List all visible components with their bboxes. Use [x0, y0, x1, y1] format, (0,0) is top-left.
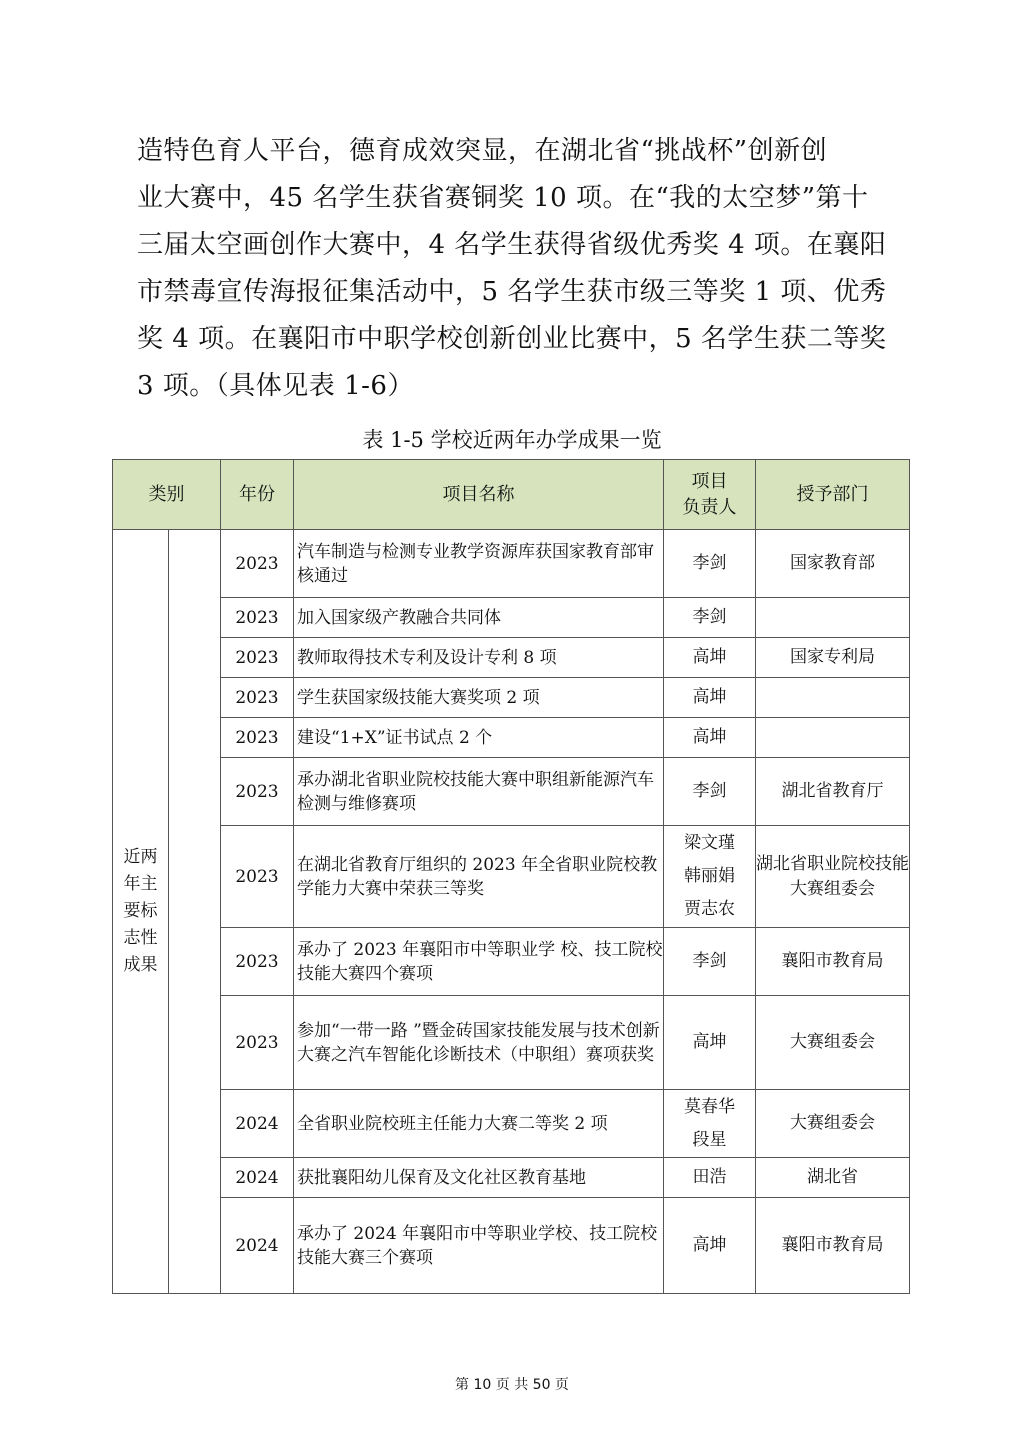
year-cell: 2023 [221, 996, 294, 1090]
department-cell: 大赛组委会 [756, 1090, 910, 1158]
category-line: 年主 [123, 874, 158, 894]
person-cell: 高坤 [664, 678, 756, 718]
body-paragraph [137, 128, 889, 410]
table-row [113, 530, 910, 598]
achievements-table [112, 459, 910, 1294]
table-caption: 表 1-5 学校近两年办学成果一览 [362, 428, 662, 452]
project-cell: 汽车制造与检测专业教学资源库获国家教育部审核通过 [294, 530, 664, 598]
year-cell: 2023 [221, 678, 294, 718]
table-row [113, 1198, 910, 1294]
category-line: 要标 [123, 901, 158, 921]
header-department: 授予部门 [756, 460, 910, 530]
project-cell: 承办了 2023 年襄阳市中等职业学 校、技工院校技能大赛四个赛项 [294, 928, 664, 996]
department-cell: 大赛组委会 [756, 996, 910, 1090]
person-cell: 李剑 [664, 758, 756, 826]
table-header-row [113, 460, 910, 530]
paragraph-line: 造特色育人平台，德育成效突显，在湖北省“挑战杯”创新创 [137, 136, 828, 166]
table-row [113, 1090, 910, 1158]
department-cell [756, 678, 910, 718]
header-person-line1: 项目 [691, 470, 728, 492]
table-row [113, 598, 910, 638]
subcategory-cell [169, 530, 221, 1294]
department-cell: 湖北省 [756, 1158, 910, 1198]
project-cell: 参加“一带一路 ”暨金砖国家技能发展与技术创新大赛之汽车智能化诊断技术（中职组）赛项获奖 [294, 996, 664, 1090]
department-cell: 襄阳市教育局 [756, 1198, 910, 1294]
department-cell: 国家专利局 [756, 638, 910, 678]
year-cell: 2023 [221, 718, 294, 758]
paragraph-line: 三届太空画创作大赛中，4 名学生获得省级优秀奖 4 项。在襄阳 [137, 230, 887, 260]
person-cell: 李剑 [664, 598, 756, 638]
page-footer: 第 10 页 共 50 页 [455, 1377, 569, 1393]
table-row [113, 1158, 910, 1198]
year-cell: 2024 [221, 1090, 294, 1158]
project-cell: 全省职业院校班主任能力大赛二等奖 2 项 [294, 1090, 664, 1158]
header-category: 类别 [113, 460, 221, 530]
person-cell: 高坤 [664, 638, 756, 678]
department-cell [756, 598, 910, 638]
year-cell: 2024 [221, 1158, 294, 1198]
table-row [113, 718, 910, 758]
project-cell: 建设“1+X”证书试点 2 个 [294, 718, 664, 758]
project-cell: 教师取得技术专利及设计专利 8 项 [294, 638, 664, 678]
person-cell: 高坤 [664, 718, 756, 758]
project-cell: 学生获国家级技能大赛奖项 2 项 [294, 678, 664, 718]
department-cell [756, 718, 910, 758]
category-line: 近两 [123, 847, 158, 867]
person-cell: 高坤 [664, 996, 756, 1090]
year-cell: 2023 [221, 758, 294, 826]
person-cell: 高坤 [664, 1198, 756, 1294]
year-cell: 2024 [221, 1198, 294, 1294]
project-cell: 加入国家级产教融合共同体 [294, 598, 664, 638]
category-line: 成果 [123, 955, 158, 975]
person-cell: 梁文瑾 韩丽娟 贾志农 [664, 826, 756, 928]
table-row [113, 678, 910, 718]
paragraph-line: 3 项。（具体见表 1-6） [137, 371, 414, 401]
department-cell: 襄阳市教育局 [756, 928, 910, 996]
header-project: 项目名称 [294, 460, 664, 530]
person-cell: 李剑 [664, 928, 756, 996]
person-cell: 田浩 [664, 1158, 756, 1198]
paragraph-line: 奖 4 项。在襄阳市中职学校创新创业比赛中，5 名学生获二等奖 [137, 324, 887, 354]
table-row [113, 826, 910, 928]
header-person [664, 460, 756, 530]
year-cell: 2023 [221, 530, 294, 598]
person-cell: 李剑 [664, 530, 756, 598]
table-row [113, 758, 910, 826]
department-cell: 湖北省职业院校技能大赛组委会 [756, 826, 910, 928]
year-cell: 2023 [221, 638, 294, 678]
category-line: 志性 [123, 928, 158, 948]
table-row [113, 638, 910, 678]
project-cell: 承办湖北省职业院校技能大赛中职组新能源汽车检测与维修赛项 [294, 758, 664, 826]
year-cell: 2023 [221, 928, 294, 996]
table-row [113, 928, 910, 996]
department-cell: 国家教育部 [756, 530, 910, 598]
header-person-line2: 负责人 [682, 496, 737, 518]
project-cell: 在湖北省教育厅组织的 2023 年全省职业院校教学能力大赛中荣获三等奖 [294, 826, 664, 928]
department-cell: 湖北省教育厅 [756, 758, 910, 826]
year-cell: 2023 [221, 826, 294, 928]
paragraph-line: 市禁毒宣传海报征集活动中，5 名学生获市级三等奖 1 项、优秀 [137, 277, 887, 307]
year-cell: 2023 [221, 598, 294, 638]
table-row [113, 996, 910, 1090]
project-cell: 获批襄阳幼儿保育及文化社区教育基地 [294, 1158, 664, 1198]
header-year: 年份 [221, 460, 294, 530]
project-cell: 承办了 2024 年襄阳市中等职业学校、技工院校技能大赛三个赛项 [294, 1198, 664, 1294]
person-cell: 莫春华 段星 [664, 1090, 756, 1158]
paragraph-line: 业大赛中，45 名学生获省赛铜奖 10 项。在“我的太空梦”第十 [137, 183, 869, 213]
category-cell [113, 530, 169, 1294]
